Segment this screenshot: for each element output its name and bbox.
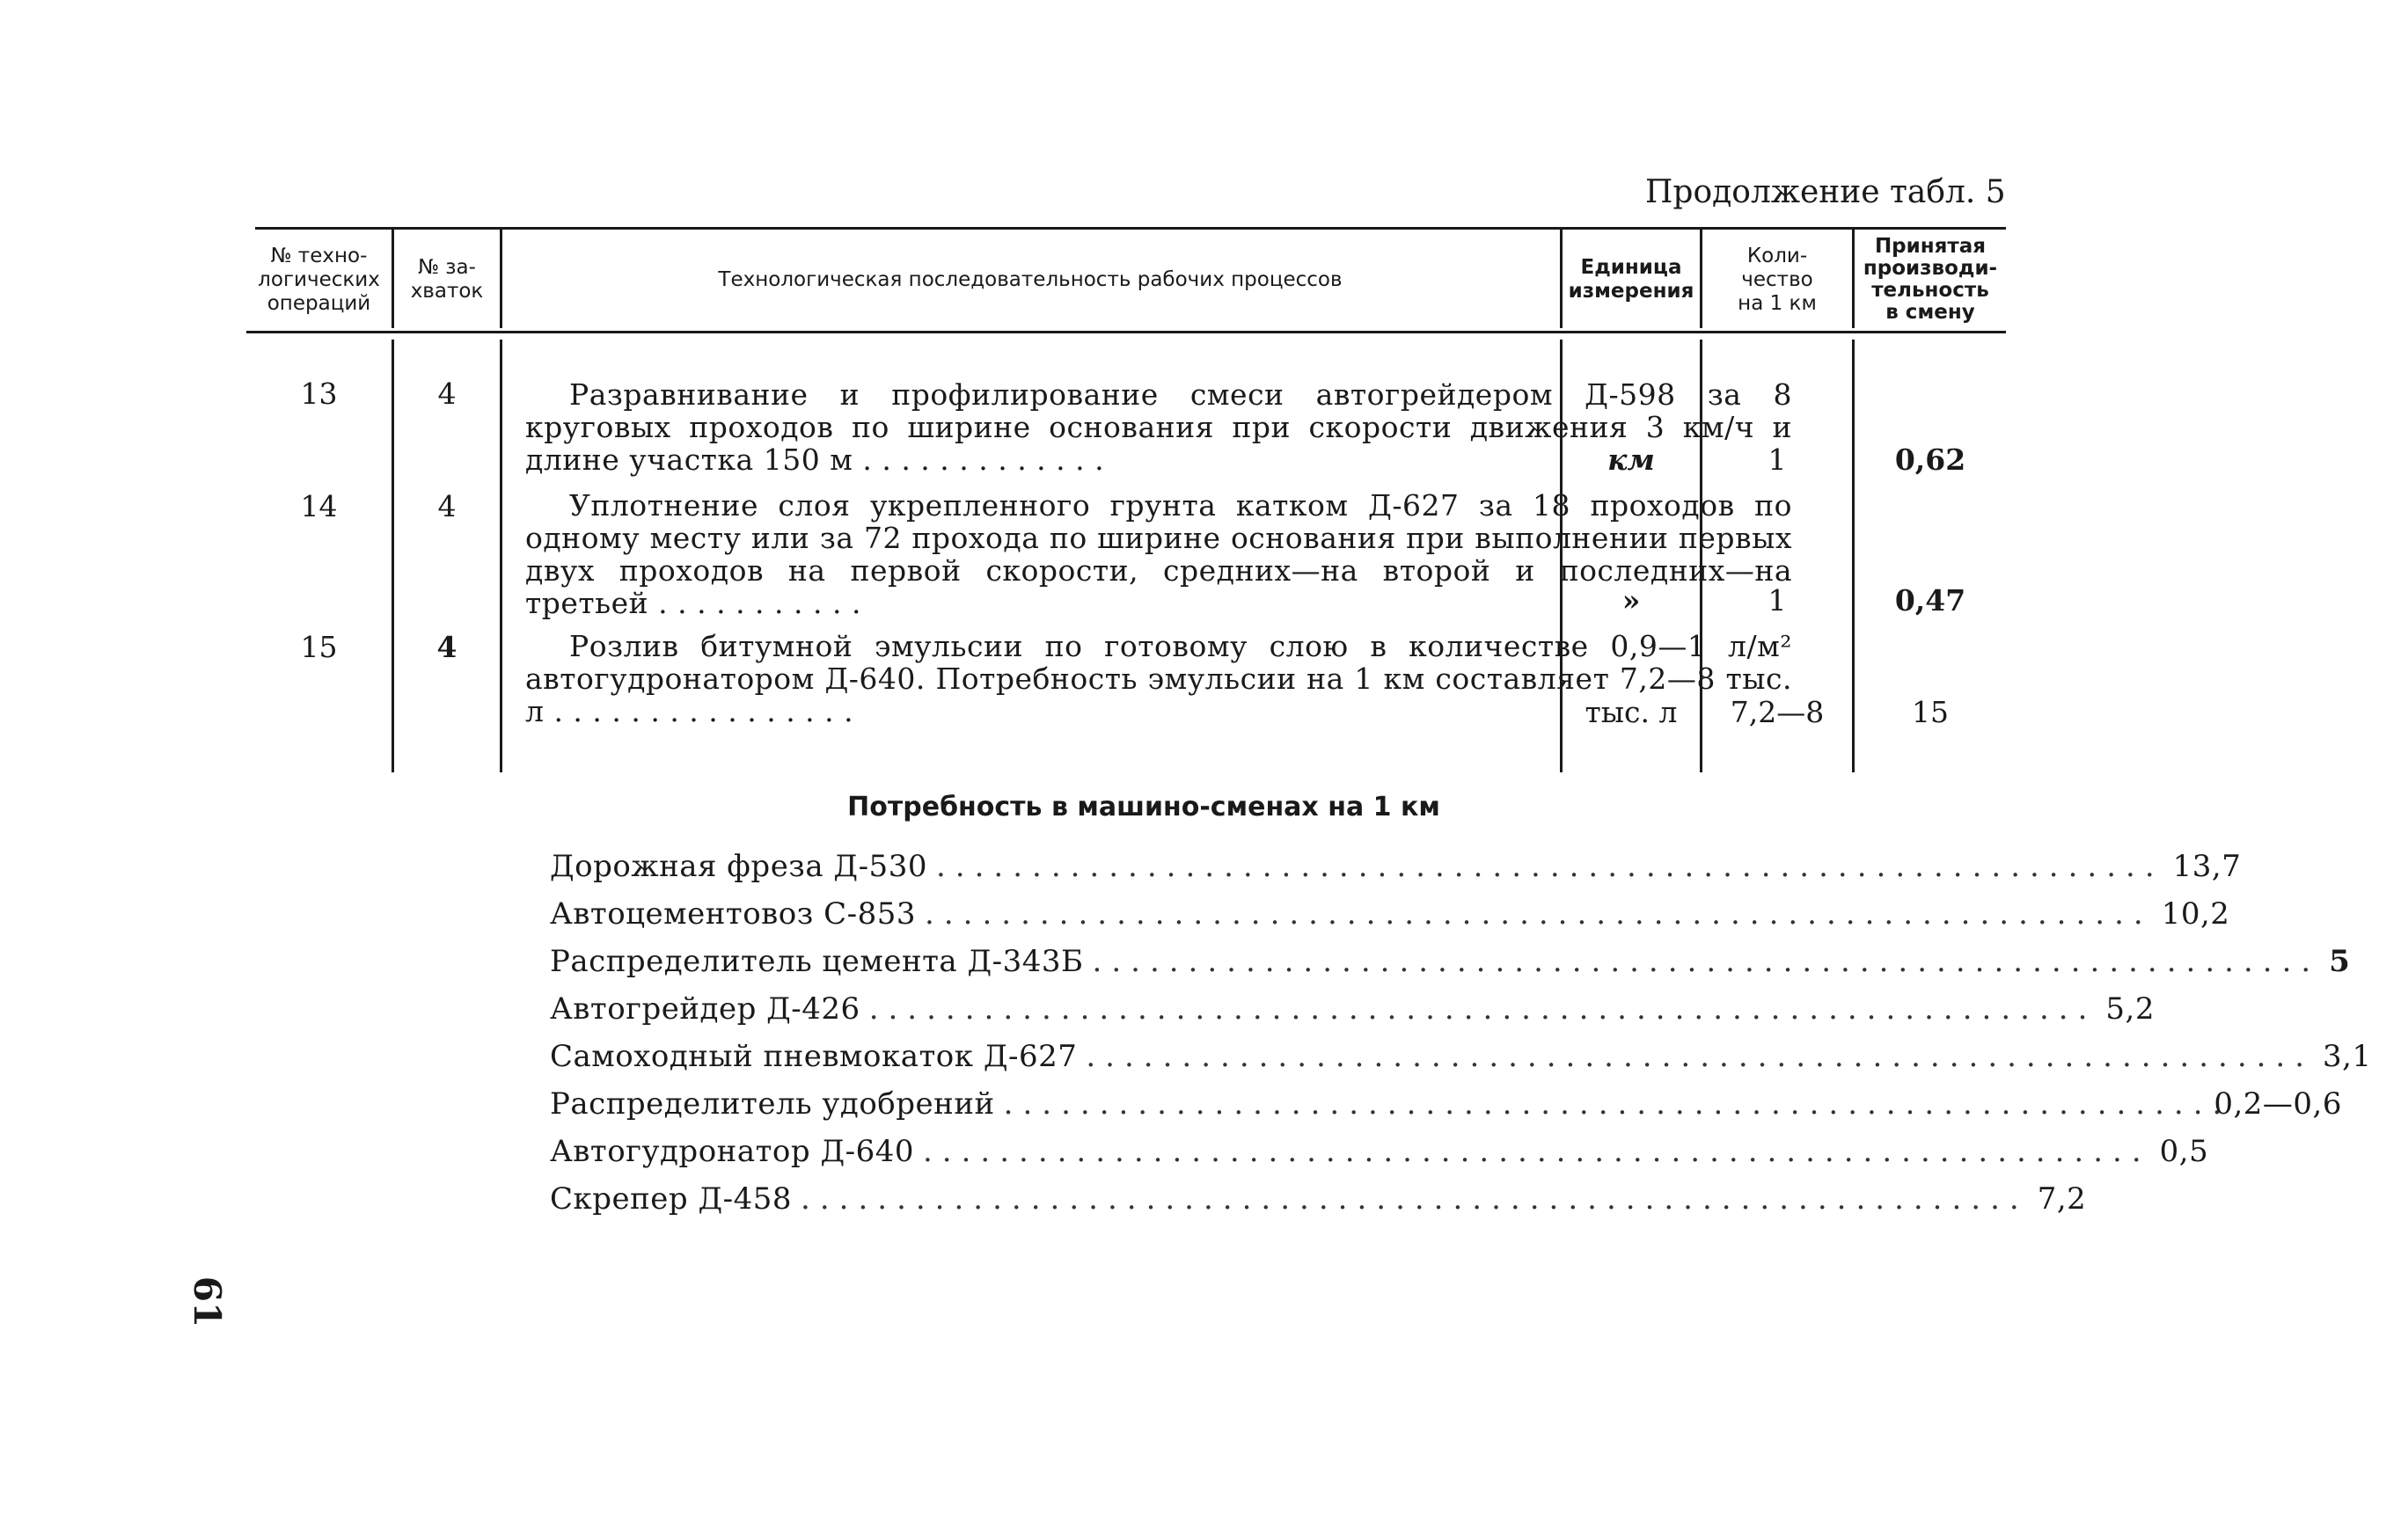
row-14-quantity: 1 [1768, 583, 1787, 618]
machine-shifts: 3,1 [2323, 1039, 2372, 1074]
machine-shift-list [550, 849, 2372, 1229]
row-13-zahvatka: 4 [437, 377, 457, 411]
row-15-op: 15 [300, 630, 338, 664]
machine-shifts: 5,2 [2105, 991, 2155, 1027]
row-13-quantity: 1 [1768, 442, 1787, 477]
machine-shifts: 10,2 [2161, 896, 2230, 932]
machine-name: Автоцементовоз С-853 [550, 896, 917, 932]
row-15-zahvatka: 4 [436, 630, 457, 664]
list-item [550, 1039, 2372, 1086]
table-continuation-label: Продолжение табл. 5 [1645, 174, 2006, 210]
machine-shifts: 0,5 [2159, 1134, 2209, 1169]
machine-name: Дорожная фреза Д-530 [550, 849, 927, 884]
leader-dots: ................................................................ [801, 1181, 2029, 1217]
row-13-productivity: 0,62 [1894, 442, 1966, 477]
row-14-description: Уплотнение слоя укрепленного грунта катком Д-627 за 18 проходов по одному месту или за 72 прохода по ширине основания при выполнении первых двух проходов на первой скорости, средних—на второй и последних—на третьей . . . . . . . . . . . [525, 488, 1802, 620]
machine-shifts: 13,7 [2172, 849, 2242, 884]
header-sequence: Технологическая последовательность рабочих процессов [718, 267, 1343, 291]
list-item [550, 1181, 2087, 1229]
leader-dots: ................................................................ [1086, 1039, 2315, 1074]
list-item [550, 849, 2242, 896]
row-14-op: 14 [300, 489, 338, 523]
header-productivity: Принятая производи- тельность в смену [1863, 235, 1998, 324]
row-13-op: 13 [300, 377, 338, 411]
row-13-unit: км [1607, 442, 1655, 477]
machine-shifts: 7,2 [2037, 1181, 2087, 1217]
machine-shifts: 0,2—0,6 [2214, 1086, 2342, 1122]
machine-name: Автогудронатор Д-640 [550, 1134, 914, 1169]
header-quantity: Коли- чество на 1 км [1738, 244, 1817, 315]
row-15-quantity: 7,2—8 [1730, 695, 1825, 729]
list-item [550, 1134, 2209, 1181]
leader-dots: ................................................................ [1003, 1086, 2232, 1122]
list-item [550, 896, 2230, 944]
section-title: Потребность в машино-сменах на 1 км [847, 792, 1440, 822]
leader-dots: ................................................................ [868, 991, 2097, 1027]
header-op-number: № техно- логических операций [258, 244, 380, 315]
page-number: 61 [186, 1276, 229, 1328]
row-14-unit: » [1621, 583, 1641, 618]
machine-name: Распределитель цемента Д-343Б [550, 944, 1084, 979]
row-14-zahvatka: 4 [437, 489, 457, 523]
header-zahvatka-number: № за- хваток [410, 256, 484, 303]
row-15-productivity: 15 [1912, 695, 1949, 729]
list-item [550, 944, 2351, 991]
leader-dots: ................................................................ [922, 1134, 2151, 1169]
list-item [550, 991, 2155, 1039]
machine-name: Распределитель удобрений [550, 1086, 995, 1122]
leader-dots: ................................................................ [1092, 944, 2321, 979]
row-14-productivity: 0,47 [1894, 583, 1966, 618]
col-divider-2b [500, 340, 502, 772]
row-15-unit: тыс. л [1585, 695, 1678, 729]
machine-shifts: 5 [2329, 944, 2351, 979]
machine-name: Скрепер Д-458 [550, 1181, 793, 1217]
list-item [550, 1086, 2342, 1134]
row-13-description: Разравнивание и профилирование смеси автогрейдером Д-598 за 8 круговых проходов по ширине основания при скорости движения 3 км/ч и длине участка 150 м . . . . . . . . . . . . . [525, 377, 1802, 477]
operations-table [246, 227, 2006, 772]
machine-name: Автогрейдер Д-426 [550, 991, 860, 1027]
machine-name: Самоходный пневмокаток Д-627 [550, 1039, 1078, 1074]
leader-dots: ................................................................ [935, 849, 2164, 884]
leader-dots: ................................................................ [925, 896, 2153, 932]
header-unit: Единица измерения [1568, 256, 1694, 303]
table-top-rule [255, 227, 2006, 230]
row-15-description: Розлив битумной эмульсии по готовому слою в количестве 0,9—1 л/м² автогудронатором Д-640. Потребность эмульсии на 1 км составляет 7,2—8 тыс. л . . . . . . . . . . . . . . . . [525, 629, 1802, 728]
table-header-rule [246, 331, 2006, 333]
